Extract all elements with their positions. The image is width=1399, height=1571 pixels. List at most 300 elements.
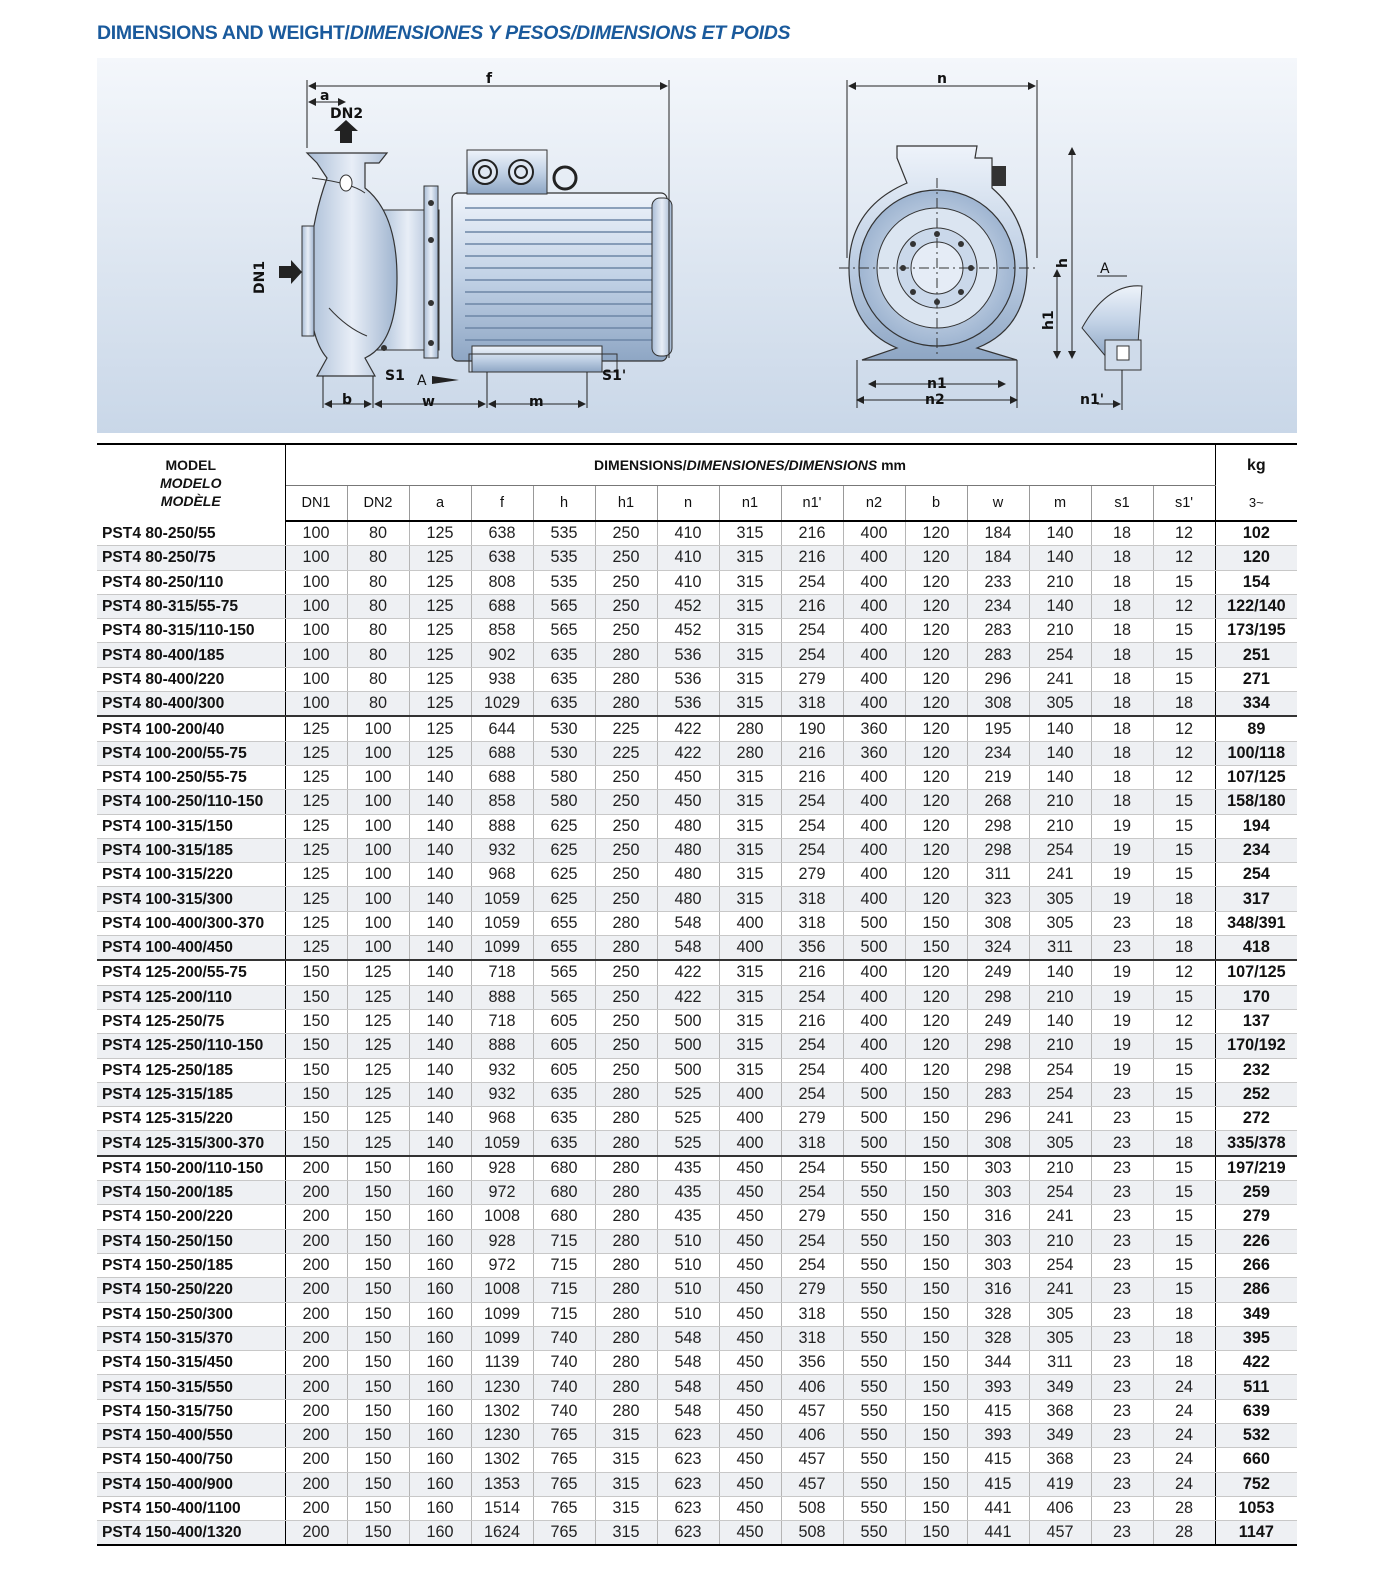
table-cell: 19	[1091, 1009, 1153, 1033]
table-cell: 525	[657, 1107, 719, 1131]
table-cell: 23	[1091, 1107, 1153, 1131]
table-cell: 318	[781, 1326, 843, 1350]
table-row	[97, 1253, 1297, 1277]
table-cell: 625	[533, 814, 595, 838]
table-cell: 400	[843, 594, 905, 618]
dim-label-m: m	[529, 394, 544, 410]
table-cell: 18	[1153, 1351, 1215, 1375]
table-cell: 536	[657, 667, 719, 691]
table-cell: 125	[285, 911, 347, 935]
table-cell: 24	[1153, 1375, 1215, 1399]
table-cell: 360	[843, 741, 905, 765]
table-cell: 254	[1029, 1181, 1091, 1205]
weight-cell: 122/140	[1215, 594, 1297, 618]
table-cell: 125	[285, 741, 347, 765]
table-cell: 655	[533, 911, 595, 935]
table-cell: 150	[347, 1448, 409, 1472]
table-cell: 150	[285, 1131, 347, 1156]
table-cell: 140	[409, 911, 471, 935]
table-cell: 125	[409, 741, 471, 765]
table-cell: 972	[471, 1253, 533, 1277]
table-cell: 250	[595, 985, 657, 1009]
table-cell: 140	[409, 960, 471, 985]
weight-cell: 89	[1215, 716, 1297, 741]
table-cell: 298	[967, 814, 1029, 838]
table-cell: 200	[285, 1472, 347, 1496]
table-cell: 688	[471, 594, 533, 618]
table-cell: 125	[347, 1131, 409, 1156]
table-cell: 160	[409, 1326, 471, 1350]
table-cell: 125	[285, 936, 347, 961]
weight-cell: 532	[1215, 1423, 1297, 1447]
table-cell: 125	[347, 1082, 409, 1106]
table-cell: 19	[1091, 863, 1153, 887]
table-cell: 80	[347, 546, 409, 570]
column-header: b	[905, 486, 967, 522]
table-cell: 580	[533, 790, 595, 814]
table-cell: 160	[409, 1351, 471, 1375]
table-cell: 400	[843, 546, 905, 570]
table-cell: 100	[347, 741, 409, 765]
table-cell: 718	[471, 960, 533, 985]
table-cell: 23	[1091, 1156, 1153, 1181]
table-cell: 120	[905, 1009, 967, 1033]
table-cell: 279	[781, 1107, 843, 1131]
table-cell: 254	[781, 985, 843, 1009]
table-cell: 765	[533, 1521, 595, 1546]
table-cell: 535	[533, 570, 595, 594]
table-cell: 234	[967, 741, 1029, 765]
table-cell: 315	[719, 667, 781, 691]
table-cell: 216	[781, 546, 843, 570]
table-cell: 400	[843, 570, 905, 594]
table-row	[97, 911, 1297, 935]
table-cell: 150	[347, 1375, 409, 1399]
table-cell: 452	[657, 594, 719, 618]
table-cell: 400	[843, 985, 905, 1009]
model-cell: PST4 150-250/220	[97, 1278, 285, 1302]
table-cell: 150	[347, 1278, 409, 1302]
column-header: n1'	[781, 486, 843, 522]
table-cell: 150	[285, 1034, 347, 1058]
table-cell: 23	[1091, 1229, 1153, 1253]
weight-cell: 120	[1215, 546, 1297, 570]
table-cell: 250	[595, 570, 657, 594]
table-cell: 858	[471, 790, 533, 814]
table-row	[97, 1034, 1297, 1058]
table-cell: 150	[347, 1496, 409, 1520]
table-cell: 120	[905, 546, 967, 570]
table-cell: 120	[905, 790, 967, 814]
table-cell: 450	[719, 1278, 781, 1302]
weight-cell: 102	[1215, 521, 1297, 546]
table-row	[97, 692, 1297, 717]
table-cell: 241	[1029, 1278, 1091, 1302]
table-cell: 140	[1029, 521, 1091, 546]
table-cell: 740	[533, 1326, 595, 1350]
table-cell: 422	[657, 741, 719, 765]
table-cell: 15	[1153, 1058, 1215, 1082]
table-cell: 23	[1091, 1423, 1153, 1447]
table-cell: 623	[657, 1496, 719, 1520]
table-cell: 400	[843, 960, 905, 985]
table-cell: 740	[533, 1375, 595, 1399]
table-cell: 450	[719, 1302, 781, 1326]
table-cell: 200	[285, 1302, 347, 1326]
table-cell: 216	[781, 521, 843, 546]
table-cell: 100	[347, 887, 409, 911]
model-cell: PST4 150-400/550	[97, 1423, 285, 1447]
table-cell: 210	[1029, 1229, 1091, 1253]
table-cell: 120	[905, 960, 967, 985]
table-cell: 400	[843, 1034, 905, 1058]
table-cell: 125	[409, 643, 471, 667]
table-cell: 315	[719, 1034, 781, 1058]
model-cell: PST4 150-400/1100	[97, 1496, 285, 1520]
table-cell: 254	[781, 1034, 843, 1058]
table-cell: 100	[285, 667, 347, 691]
table-cell: 680	[533, 1156, 595, 1181]
table-cell: 441	[967, 1521, 1029, 1546]
table-cell: 510	[657, 1229, 719, 1253]
table-cell: 315	[595, 1521, 657, 1546]
table-cell: 150	[905, 1351, 967, 1375]
weight-cell: 158/180	[1215, 790, 1297, 814]
table-cell: 550	[843, 1423, 905, 1447]
table-cell: 1099	[471, 1302, 533, 1326]
table-cell: 315	[595, 1448, 657, 1472]
table-cell: 125	[409, 570, 471, 594]
table-cell: 140	[409, 1131, 471, 1156]
table-cell: 250	[595, 594, 657, 618]
table-cell: 400	[843, 619, 905, 643]
table-cell: 23	[1091, 936, 1153, 961]
table-cell: 150	[347, 1351, 409, 1375]
table-cell: 316	[967, 1278, 1029, 1302]
table-cell: 1099	[471, 1326, 533, 1350]
table-cell: 315	[719, 643, 781, 667]
table-cell: 150	[905, 1375, 967, 1399]
table-cell: 510	[657, 1253, 719, 1277]
table-cell: 195	[967, 716, 1029, 741]
table-cell: 150	[905, 1107, 967, 1131]
table-cell: 254	[1029, 1058, 1091, 1082]
table-cell: 160	[409, 1302, 471, 1326]
model-cell: PST4 125-315/185	[97, 1082, 285, 1106]
table-cell: 1029	[471, 692, 533, 717]
table-row	[97, 1496, 1297, 1520]
weight-cell: 266	[1215, 1253, 1297, 1277]
table-row	[97, 521, 1297, 546]
table-row	[97, 1278, 1297, 1302]
weight-cell: 100/118	[1215, 741, 1297, 765]
table-cell: 605	[533, 1058, 595, 1082]
table-cell: 254	[1029, 1253, 1091, 1277]
table-cell: 280	[595, 692, 657, 717]
table-cell: 250	[595, 863, 657, 887]
table-cell: 219	[967, 765, 1029, 789]
table-cell: 18	[1091, 716, 1153, 741]
table-cell: 200	[285, 1181, 347, 1205]
table-cell: 450	[719, 1472, 781, 1496]
table-cell: 200	[285, 1205, 347, 1229]
table-cell: 250	[595, 546, 657, 570]
table-cell: 120	[905, 887, 967, 911]
table-cell: 160	[409, 1181, 471, 1205]
dimensions-table	[97, 443, 1297, 1546]
table-cell: 500	[843, 1107, 905, 1131]
table-cell: 100	[285, 521, 347, 546]
table-cell: 550	[843, 1205, 905, 1229]
table-cell: 1353	[471, 1472, 533, 1496]
table-cell: 200	[285, 1521, 347, 1546]
table-cell: 1624	[471, 1521, 533, 1546]
weight-cell: 154	[1215, 570, 1297, 594]
table-cell: 23	[1091, 1131, 1153, 1156]
table-row	[97, 1082, 1297, 1106]
table-cell: 28	[1153, 1521, 1215, 1546]
model-cell: PST4 125-200/110	[97, 985, 285, 1009]
table-cell: 18	[1091, 667, 1153, 691]
table-cell: 500	[657, 1034, 719, 1058]
table-cell: 480	[657, 838, 719, 862]
table-cell: 400	[843, 1009, 905, 1033]
table-row	[97, 1009, 1297, 1033]
table-cell: 80	[347, 521, 409, 546]
table-cell: 680	[533, 1205, 595, 1229]
table-cell: 740	[533, 1351, 595, 1375]
drawing-background	[97, 58, 1297, 433]
model-cell: PST4 150-315/450	[97, 1351, 285, 1375]
table-cell: 565	[533, 985, 595, 1009]
model-cell: PST4 100-250/55-75	[97, 765, 285, 789]
table-cell: 150	[905, 1278, 967, 1302]
table-cell: 140	[1029, 546, 1091, 570]
table-cell: 441	[967, 1496, 1029, 1520]
table-cell: 548	[657, 936, 719, 961]
weight-cell: 137	[1215, 1009, 1297, 1033]
table-cell: 283	[967, 619, 1029, 643]
table-cell: 15	[1153, 1156, 1215, 1181]
table-cell: 450	[719, 1448, 781, 1472]
table-cell: 120	[905, 765, 967, 789]
table-cell: 305	[1029, 911, 1091, 935]
table-cell: 938	[471, 667, 533, 691]
table-cell: 605	[533, 1034, 595, 1058]
table-row	[97, 1131, 1297, 1156]
table-cell: 100	[347, 814, 409, 838]
table-cell: 200	[285, 1156, 347, 1181]
table-cell: 100	[347, 936, 409, 961]
table-cell: 18	[1091, 619, 1153, 643]
column-header: s1'	[1153, 486, 1215, 522]
table-cell: 400	[719, 1107, 781, 1131]
table-cell: 623	[657, 1423, 719, 1447]
table-cell: 233	[967, 570, 1029, 594]
table-cell: 100	[347, 790, 409, 814]
detail-a-label: A	[1100, 261, 1110, 277]
table-row	[97, 1375, 1297, 1399]
table-cell: 305	[1029, 1302, 1091, 1326]
table-cell: 125	[347, 1107, 409, 1131]
table-cell: 500	[843, 936, 905, 961]
table-cell: 644	[471, 716, 533, 741]
model-cell: PST4 80-250/110	[97, 570, 285, 594]
table-cell: 120	[905, 814, 967, 838]
table-cell: 150	[905, 1082, 967, 1106]
table-cell: 565	[533, 594, 595, 618]
table-cell: 435	[657, 1181, 719, 1205]
table-cell: 15	[1153, 1229, 1215, 1253]
table-cell: 932	[471, 838, 533, 862]
table-cell: 18	[1091, 741, 1153, 765]
table-cell: 216	[781, 594, 843, 618]
table-cell: 19	[1091, 1058, 1153, 1082]
table-cell: 100	[285, 619, 347, 643]
table-cell: 190	[781, 716, 843, 741]
table-cell: 280	[595, 1082, 657, 1106]
table-cell: 623	[657, 1472, 719, 1496]
table-row	[97, 1107, 1297, 1131]
table-cell: 280	[595, 1107, 657, 1131]
table-cell: 125	[409, 521, 471, 546]
table-cell: 280	[595, 1351, 657, 1375]
table-cell: 254	[1029, 838, 1091, 862]
table-cell: 150	[905, 1302, 967, 1326]
table-cell: 932	[471, 1058, 533, 1082]
model-cell: PST4 100-315/220	[97, 863, 285, 887]
table-cell: 480	[657, 863, 719, 887]
table-cell: 24	[1153, 1472, 1215, 1496]
table-cell: 525	[657, 1082, 719, 1106]
dim-label-w: w	[422, 394, 435, 410]
table-cell: 315	[595, 1423, 657, 1447]
table-cell: 400	[719, 1131, 781, 1156]
table-cell: 419	[1029, 1472, 1091, 1496]
table-cell: 298	[967, 985, 1029, 1009]
table-cell: 510	[657, 1302, 719, 1326]
table-row	[97, 1448, 1297, 1472]
column-header: DN1	[285, 486, 347, 522]
table-cell: 308	[967, 692, 1029, 717]
table-cell: 140	[409, 936, 471, 961]
table-cell: 120	[905, 985, 967, 1009]
table-cell: 655	[533, 936, 595, 961]
model-cell: PST4 100-250/110-150	[97, 790, 285, 814]
table-cell: 15	[1153, 667, 1215, 691]
table-cell: 18	[1091, 692, 1153, 717]
table-cell: 548	[657, 1375, 719, 1399]
table-row	[97, 1472, 1297, 1496]
table-cell: 550	[843, 1156, 905, 1181]
table-cell: 406	[781, 1375, 843, 1399]
table-cell: 315	[719, 838, 781, 862]
column-header: s1	[1091, 486, 1153, 522]
table-cell: 305	[1029, 1326, 1091, 1350]
table-cell: 510	[657, 1278, 719, 1302]
table-cell: 140	[409, 863, 471, 887]
table-cell: 1059	[471, 887, 533, 911]
column-header: n1	[719, 486, 781, 522]
table-cell: 715	[533, 1278, 595, 1302]
table-cell: 150	[905, 1423, 967, 1447]
weight-cell: 272	[1215, 1107, 1297, 1131]
table-cell: 120	[905, 619, 967, 643]
table-cell: 356	[781, 1351, 843, 1375]
table-cell: 400	[843, 765, 905, 789]
table-cell: 150	[905, 1326, 967, 1350]
table-row	[97, 960, 1297, 985]
table-cell: 80	[347, 619, 409, 643]
table-cell: 303	[967, 1181, 1029, 1205]
table-cell: 150	[347, 1302, 409, 1326]
table-cell: 280	[595, 1205, 657, 1229]
table-row	[97, 1326, 1297, 1350]
table-cell: 972	[471, 1181, 533, 1205]
table-cell: 400	[719, 1082, 781, 1106]
table-cell: 160	[409, 1472, 471, 1496]
table-cell: 250	[595, 1034, 657, 1058]
model-cell: PST4 125-250/75	[97, 1009, 285, 1033]
weight-cell: 335/378	[1215, 1131, 1297, 1156]
column-header: h	[533, 486, 595, 522]
table-cell: 80	[347, 594, 409, 618]
table-cell: 120	[905, 716, 967, 741]
table-cell: 715	[533, 1229, 595, 1253]
weight-cell: 317	[1215, 887, 1297, 911]
table-cell: 140	[409, 887, 471, 911]
weight-cell: 232	[1215, 1058, 1297, 1082]
table-row	[97, 716, 1297, 741]
table-row	[97, 1156, 1297, 1181]
table-cell: 315	[595, 1472, 657, 1496]
table-cell: 120	[905, 1034, 967, 1058]
dim-label-n1-prime: n1'	[1080, 392, 1104, 408]
table-cell: 120	[905, 643, 967, 667]
table-cell: 19	[1091, 1034, 1153, 1058]
table-cell: 125	[409, 594, 471, 618]
table-cell: 254	[781, 1156, 843, 1181]
table-cell: 548	[657, 1399, 719, 1423]
table-cell: 254	[781, 814, 843, 838]
table-cell: 249	[967, 960, 1029, 985]
table-cell: 125	[285, 863, 347, 887]
table-cell: 415	[967, 1472, 1029, 1496]
table-cell: 580	[533, 765, 595, 789]
table-cell: 422	[657, 960, 719, 985]
table-cell: 280	[595, 1302, 657, 1326]
table-cell: 305	[1029, 692, 1091, 717]
table-cell: 550	[843, 1326, 905, 1350]
column-header: DN2	[347, 486, 409, 522]
table-row	[97, 838, 1297, 862]
table-cell: 15	[1153, 619, 1215, 643]
table-cell: 23	[1091, 1326, 1153, 1350]
dim-label-f: f	[486, 71, 493, 87]
table-cell: 100	[285, 643, 347, 667]
column-header: n	[657, 486, 719, 522]
table-cell: 80	[347, 667, 409, 691]
table-cell: 28	[1153, 1496, 1215, 1520]
table-cell: 888	[471, 814, 533, 838]
model-cell: PST4 80-250/75	[97, 546, 285, 570]
table-cell: 635	[533, 1131, 595, 1156]
table-cell: 400	[843, 814, 905, 838]
table-cell: 303	[967, 1253, 1029, 1277]
table-cell: 315	[719, 985, 781, 1009]
column-header: w	[967, 486, 1029, 522]
table-cell: 349	[1029, 1423, 1091, 1447]
